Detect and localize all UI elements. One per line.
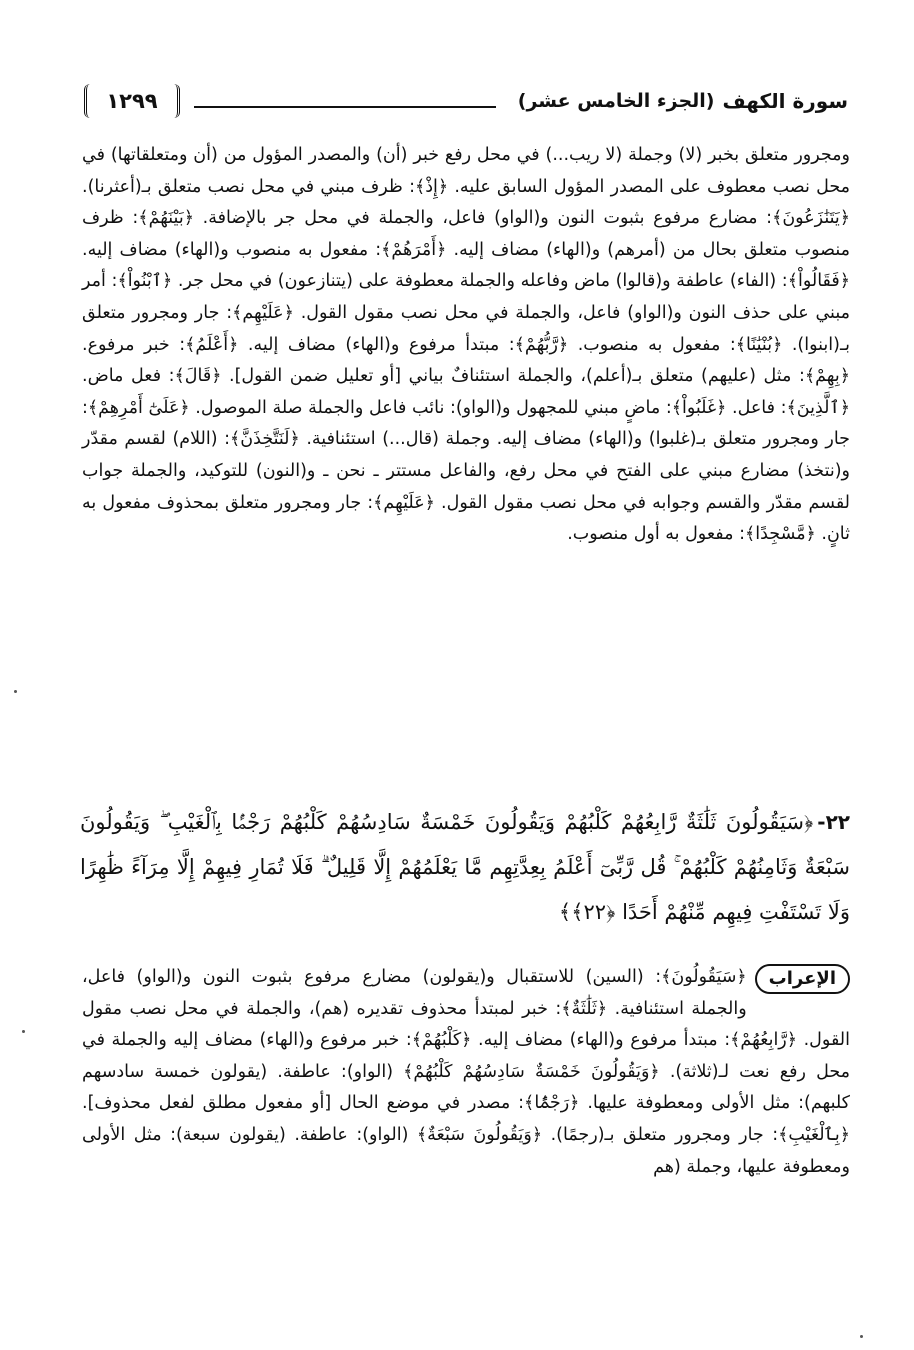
i3rab-section <box>82 962 850 1183</box>
i3rab-text: ﴿سَيَقُولُونَ﴾: (السين) للاستقبال و(يقولون) مضارع مرفوع بثبوت النون و(الواو) فاعل، والجملة استئنافية. ﴿ثَلَٰثَةٌ﴾: خبر لمبتدأ محذوف تقديره (هم)، والجملة في محل نصب مقول القول. ﴿رَّابِعُهُمْ﴾: مبتدأ مرفوع و(الهاء) مضاف إليه. ﴿كَلْبُهُمْ﴾: خبر مرفوع و(الهاء) مضاف إليه والجملة في محل رفع نعت لـ(ثلاثة). ﴿وَيَقُولُونَ خَمْسَةٌ سَادِسُهُمْ كَلْبُهُمْ﴾ (الواو): عاطفة. (يقولون خمسة سادسهم كلبهم): مثل الأولى ومعطوفة عليها. ﴿رَجْمًۢا﴾: مصدر في موضع الحال [أو مفعول مطلق لفعل محذوف]. ﴿بِٱلْغَيْبِ﴾: جار ومجرور متعلق بـ(رجمًا). ﴿وَيَقُولُونَ سَبْعَةٌ﴾ (الواو): عاطفة. (يقولون سبعة): مثل الأولى ومعطوفة عليها، وجملة (هم <box>82 967 850 1177</box>
juz-title: (الجزء الخامس عشر) <box>517 90 715 112</box>
page-number: ١٢٩٩ <box>84 84 180 118</box>
quran-verse <box>80 800 850 935</box>
i3rab-label: الإعراب <box>755 964 850 994</box>
scan-speck <box>22 1030 25 1033</box>
header-rule <box>194 106 496 108</box>
scan-speck <box>860 1335 863 1338</box>
paragraph-continuation: ومجرور متعلق بخبر (لا) وجملة (لا ريب...) في محل رفع خبر (أن) والمصدر المؤول من (أن ومتعلقاتها) في محل نصب معطوف على المصدر المؤول السابق عليه. ﴿إِذْ﴾: ظرف مبني في محل نصب متعلق بـ(أعثرنا). ﴿يَتَنَٰزَعُونَ﴾: مضارع مرفوع بثبوت النون و(الواو) فاعل، والجملة في محل جر بالإضافة. ﴿بَيْنَهُمْ﴾: ظرف منصوب متعلق بحال من (أمرهم) و(الهاء) مضاف إليه. ﴿أَمْرَهُمْ﴾: مفعول به منصوب و(الهاء) مضاف إليه. ﴿فَقَالُواْ﴾: (الفاء) عاطفة و(قالوا) ماض وفاعله والجملة معطوفة على (يتنازعون) في محل جر. ﴿ٱبْنُواْ﴾: أمر مبني على حذف النون و(الواو) فاعل، والجملة في محل نصب مقول القول. ﴿عَلَيْهِم﴾: جار ومجرور متعلق بـ(ابنوا). ﴿بُنْيَٰنًا﴾: مفعول به منصوب. ﴿رَّبُّهُمْ﴾: مبتدأ مرفوع و(الهاء) مضاف إليه. ﴿أَعْلَمُ﴾: خبر مرفوع. ﴿بِهِمْ﴾: مثل (عليهم) متعلق بـ(أعلم)، والجملة استئنافٌ بياني [أو تعليل ضمن القول]. ﴿قَالَ﴾: فعل ماض. ﴿ٱلَّذِينَ﴾: فاعل. ﴿غَلَبُواْ﴾: ماضٍ مبني للمجهول و(الواو): نائب فاعل والجملة صلة الموصول. ﴿عَلَىٰٓ أَمْرِهِمْ﴾: جار ومجرور متعلق بـ(غلبوا) و(الهاء) مضاف إليه. وجملة (قال...) استئنافية. ﴿لَنَتَّخِذَنَّ﴾: (اللام) لقسم مقدّر و(نتخذ) مضارع مبني على الفتح في محل رفع، والفاعل مستتر ـ نحن ـ و(النون) للتوكيد، والجملة جواب لقسم مقدّر والقسم وجوابه في محل نصب مقول القول. ﴿عَلَيْهِم﴾: جار ومجرور متعلق بمحذوف مفعول به ثانٍ. ﴿مَّسْجِدًا﴾: مفعول به أول منصوب. <box>82 145 850 545</box>
verse-text: ﴿سَيَقُولُونَ ثَلَٰثَةٌ رَّابِعُهُمْ كَلْبُهُمْ وَيَقُولُونَ خَمْسَةٌ سَادِسُهُمْ كَلْبُهُمْ رَجْمًۢا بِٱلْغَيْبِ ۖ وَيَقُولُونَ سَبْعَةٌ وَثَامِنُهُمْ كَلْبُهُمْ ۚ قُل رَّبِّىٓ أَعْلَمُ بِعِدَّتِهِم مَّا يَعْلَمُهُمْ إِلَّا قَلِيلٌ ۗ فَلَا تُمَارِ فِيهِمْ إِلَّا مِرَآءً ظَٰهِرًا وَلَا تَسْتَفْتِ فِيهِم مِّنْهُمْ أَحَدًا ﴿٢٢﴾﴾ <box>80 810 850 924</box>
surah-title: سورة الكهف <box>722 89 848 113</box>
page-header <box>84 76 848 126</box>
scan-speck <box>14 690 17 693</box>
verse-number: ٢٢- <box>817 810 850 834</box>
